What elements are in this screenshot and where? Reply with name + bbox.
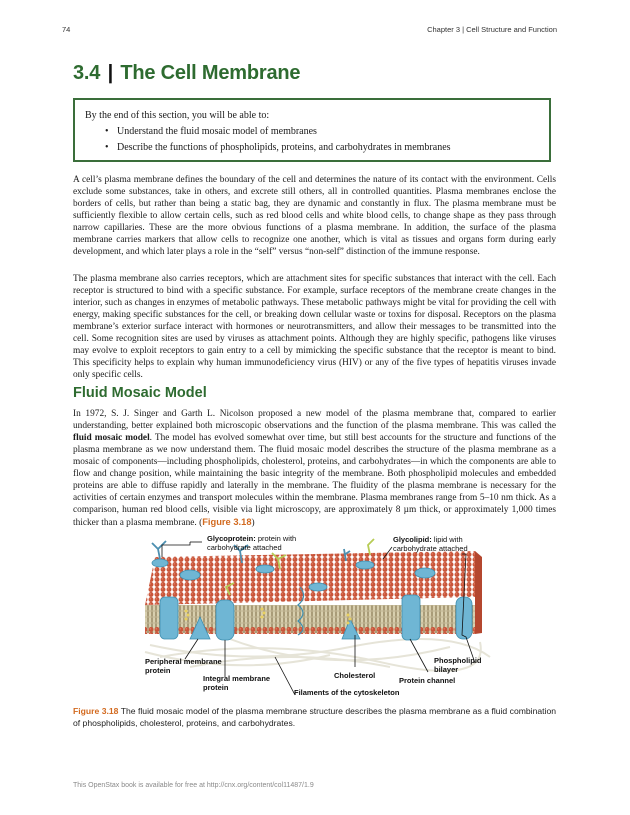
page-number: 74 — [62, 25, 71, 34]
page-footer: This OpenStax book is available for free at http://cnx.org/content/col11487/1.9 — [73, 782, 314, 789]
integral-protein-shape — [216, 600, 234, 640]
label-phospholipid-bilayer: Phospholipid bilayer — [434, 656, 482, 674]
label-glycoprotein: Glycoprotein: protein with carbohydrate attached — [207, 534, 297, 552]
section-title — [73, 62, 300, 85]
caption-text: The fluid mosaic model of the plasma membrane structure describes the plasma membrane as a fluid combination of phospholipids, cholesterol, proteins, and carbohydrates. — [73, 706, 556, 728]
term-fluid-mosaic-model: fluid mosaic model — [73, 433, 150, 443]
objectives-list — [85, 126, 539, 153]
label-cholesterol: Cholesterol — [334, 671, 376, 680]
label-integral-protein: Integral membrane protein — [203, 674, 271, 692]
figure-number: Figure 3.18 — [73, 706, 119, 716]
label-cytoskeleton-filaments: Filaments of the cytoskeleton — [294, 688, 400, 697]
label-peripheral-protein: Peripheral membrane protein — [145, 657, 222, 675]
objective-item: • Understand the fluid mosaic model of membranes — [105, 126, 539, 137]
figure-caption — [73, 705, 556, 729]
label-glycolipid: Glycolipid: lipid with carbohydrate attached — [393, 535, 468, 553]
section-name: The Cell Membrane — [120, 62, 301, 84]
paragraph-3 — [73, 408, 556, 529]
paragraph-2: The plasma membrane also carries receptors, which are attachment sites for specific substances that interact with the cell. Each receptor is structured to bind with a specific substance. For example, surface receptors of the membrane create changes in the interior, such as changes in enzymes of metabolic pathways. These metabolic pathways might be vital for providing the cell with energy, making specific substances for the cell, or breaking down cellular waste or toxins for disposal. Receptors on the plasma membrane’s exterior surface interact with hormones or neurotransmitters, and allow their messages to be transmitted into the cell. Some recognition sites are used by viruses as attachment points. Although they are highly specific, pathogens like viruses may evolve to exploit receptors to gain entry to a cell by mimicking the specific substance that the receptor is meant to bind. This specificity helps to explain why human immunodeficiency virus (HIV) or any of the five types of hepatitis viruses invade only specific cells. — [73, 274, 556, 380]
paragraph-3-text: ) — [251, 518, 255, 528]
label-protein-channel: Protein channel — [399, 676, 456, 685]
membrane-diagram — [130, 527, 500, 699]
learning-objectives-box — [73, 98, 551, 162]
objectives-intro: By the end of this section, you will be able to: — [85, 110, 270, 121]
subheading-fluid-mosaic: Fluid Mosaic Model — [73, 385, 207, 401]
chapter-title: Chapter 3 | Cell Structure and Function — [427, 25, 557, 34]
paragraph-3-text: In 1972, S. J. Singer and Garth L. Nicolson proposed a new model of the plasma membrane that, compared to earlier understanding, better explained both microscopic observations and the function of the plasma membrane. This was called the — [73, 409, 556, 431]
paragraph-3-text: . The model has evolved somewhat over time, but still best accounts for the structure and functions of the plasma membrane as we now understand them. The fluid mosaic model describes the structure of the plasma membrane as a mosaic of components—including phospholipids, cholesterol, proteins, and carbohydrates—in which the components are able to flow and change position, while maintaining the basic integrity of the membrane. Both phospholipid molecules and embedded proteins are able to diffuse rapidly and laterally in the membrane. The fluidity of the plasma membrane is necessary for the activities of certain enzymes and transport molecules within the membrane. Plasma membranes range from 5–10 nm thick. As a comparison, human red blood cells, visible via light microscopy, are approximately 8 µm thick, or approximately 1,000 times thicker than a plasma membrane. ( — [73, 433, 556, 528]
section-separator: | — [107, 62, 113, 84]
paragraph-1: A cell’s plasma membrane defines the boundary of the cell and determines the nature of its contact with the environment. Cells exclude some substances, take in others, and excrete still others, all in controlled quantities. Plasma membranes enclose the borders of cells, but rather than being a static bag, they are dynamic and constantly in flux. The plasma membrane must be sufficiently flexible to allow certain cells, such as red blood cells and white blood cells, to change shape as they pass through narrow capillaries. These are the more obvious functions of a plasma membrane. In addition, the surface of the plasma membrane carries markers that allow cells to recognize one another, which is vital as tissues and organs form during early development, and which later plays a role in the “self” versus “non-self” distinction of the immune response. — [73, 175, 556, 257]
figure-link[interactable]: Figure 3.18 — [202, 517, 252, 527]
protein-channel-shape — [160, 597, 178, 639]
section-number: 3.4 — [73, 62, 101, 84]
objective-item: • Describe the functions of phospholipids, proteins, and carbohydrates in membranes — [105, 142, 539, 153]
